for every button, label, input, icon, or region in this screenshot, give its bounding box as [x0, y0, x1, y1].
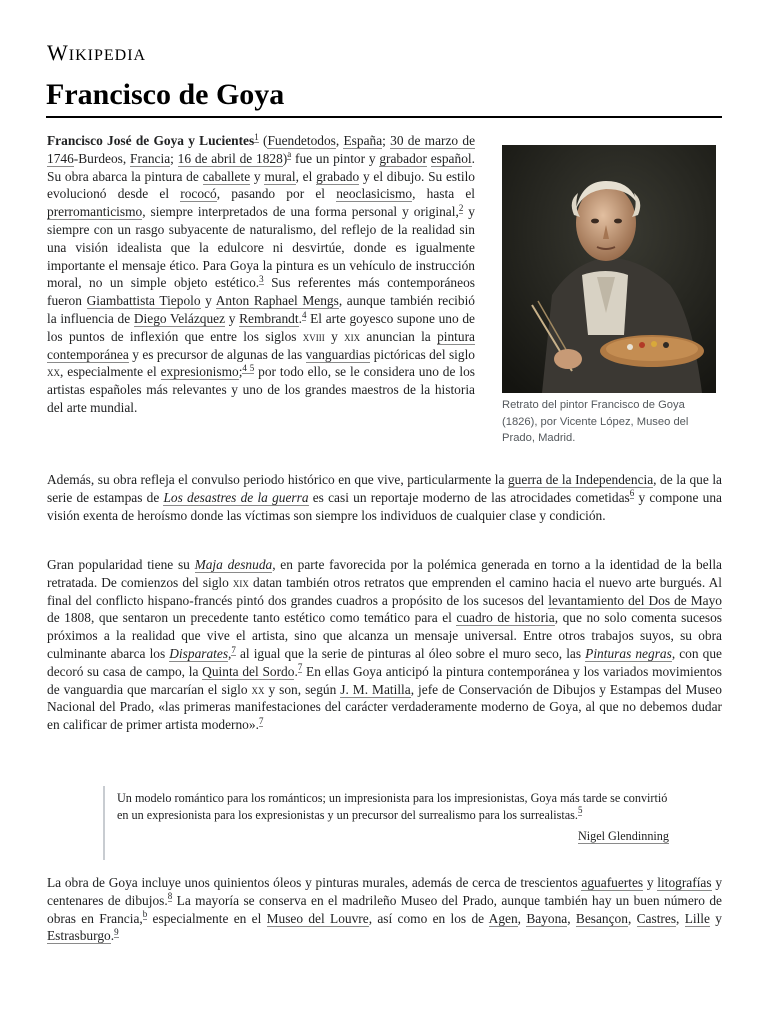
text: En ellas Goya anticipó la pintura contemporánea y los variados movimientos de vanguardia que marcarían el siglo — [47, 663, 722, 697]
link-bayona[interactable]: Bayona — [526, 910, 568, 926]
link-agen[interactable]: Agen — [488, 910, 518, 926]
text: , así como en los de — [368, 910, 489, 926]
link-quinta-del-sordo[interactable]: Quinta del Sordo — [202, 663, 295, 679]
text: . — [110, 928, 115, 944]
link-fuendetodos[interactable]: Fuendetodos — [267, 133, 336, 148]
paragraph-3 — [47, 556, 722, 734]
link-text: Maja desnuda — [194, 557, 273, 572]
link-matilla[interactable]: J. M. Matilla — [340, 681, 411, 697]
link-guerra-independencia[interactable]: guerra de la Independencia — [507, 472, 654, 487]
link-aguafuertes[interactable]: aguafuertes — [581, 875, 644, 890]
link-mengs[interactable]: Anton Raphael Mengs — [215, 293, 339, 309]
link-rococo[interactable]: rococó — [180, 186, 217, 202]
text: . — [298, 310, 302, 326]
text: , de la que la serie de estampas de — [47, 472, 722, 505]
link-francia[interactable]: Francia — [130, 150, 171, 166]
text: y — [709, 910, 722, 926]
blockquote — [103, 786, 669, 860]
text: , jefe de Conservación de Dibujos y Estampas del Museo Nacional del Prado, «las primeras manifestaciones del carácter verdaderamente moderno de Goya, al que no debemos dudar en calificar de primer artista moderno». — [47, 681, 723, 733]
link-espanol[interactable]: español — [430, 150, 472, 166]
text: , — [335, 133, 344, 148]
text: ) — [282, 150, 288, 166]
ref-3[interactable]: 3 — [259, 273, 264, 284]
text: Gran popularidad tiene su — [47, 557, 195, 572]
century-xix: xix — [232, 574, 249, 590]
link-text: Los desastres de la guerra — [163, 489, 309, 505]
link-lille[interactable]: Lille — [684, 910, 710, 926]
ref-7[interactable]: 7 — [258, 715, 264, 726]
link-pintura-contemporanea[interactable]: pintura contemporánea — [47, 328, 475, 362]
text: , hasta el — [412, 186, 475, 202]
paragraph-1 — [47, 132, 475, 417]
link-mural[interactable]: mural — [264, 168, 296, 184]
link-estrasburgo[interactable]: Estrasburgo — [47, 928, 111, 944]
quote-author — [117, 829, 669, 844]
portrait-caption: Retrato del pintor Francisco de Goya (1826), por Vicente López, Museo del Prado, Madrid. — [502, 399, 689, 444]
text: ; — [238, 364, 243, 380]
text: especialmente en el — [147, 910, 267, 926]
paragraph-3-block — [47, 556, 722, 734]
paragraph-4 — [47, 874, 722, 945]
link-besancon[interactable]: Besançon — [575, 910, 628, 926]
link-expresionismo[interactable]: expresionismo — [160, 364, 239, 380]
text: , — [567, 910, 576, 926]
link-levantamiento-dos-de-mayo[interactable]: levantamiento del Dos de Mayo — [548, 592, 723, 608]
text: y — [200, 293, 216, 309]
link-16-abril-1828[interactable]: 16 de abril de 1828 — [177, 150, 283, 166]
text: , especialmente el — [60, 364, 161, 380]
link-text: Pinturas negras — [585, 645, 672, 661]
century-xix: xix — [344, 328, 361, 344]
link-grabado[interactable]: grabado — [316, 168, 360, 184]
text: Sus referentes más contemporáneos fueron — [47, 275, 475, 309]
text: fue un pintor y — [291, 150, 380, 166]
text: al igual que la serie de pinturas al óleo sobre el muro seco, las — [235, 645, 586, 661]
text: y siempre con un rasgo subyacente de naturalismo, del reflejo de la realidad sin una visión idealista que la edulcore ni desvirtúe, donde es igualmente importante el mensaje ético. Para Goya la pintura es un vehículo de instrucción moral, no un simple objeto estético. — [47, 204, 476, 291]
link-prerromanticismo[interactable]: prerromanticismo — [47, 204, 143, 220]
text: y — [250, 168, 265, 184]
ref-5[interactable]: 5 — [577, 805, 583, 816]
text: , en parte favorecida por la polémica generada en torno a la identidad de la bella retratada. De comienzos del siglo — [47, 557, 722, 590]
text: pictóricas del siglo — [370, 346, 475, 362]
text: , — [228, 645, 232, 661]
page-title: Francisco de Goya — [46, 78, 285, 111]
text: por todo ello, se le considera uno de los artistas españoles más relevantes y uno de los grandes maestros de la historia del arte mundial. — [47, 364, 475, 415]
ref-7[interactable]: 7 — [231, 644, 236, 655]
logo-initial: W — [47, 40, 69, 65]
text: de 1808, que sentaron un precedente tanto estético como temático para el — [47, 610, 457, 626]
ref-b[interactable]: b — [142, 909, 148, 920]
text: y — [324, 328, 345, 344]
text: , el — [295, 168, 317, 184]
text: y — [643, 875, 658, 890]
link-velazquez[interactable]: Diego Velázquez — [133, 310, 226, 326]
paragraph-2 — [47, 471, 722, 524]
text: y compone una visión exenta de heroísmo donde las víctimas son siempre los individuos de cualquier clase y condición. — [47, 489, 722, 523]
portrait-image[interactable] — [502, 145, 716, 393]
text: , — [676, 910, 685, 926]
century-xx: xx — [251, 681, 265, 697]
quote-body: Un modelo romántico para los románticos; un impresionista para los impresionistas, Goya más tarde se convirtió en un expresionista para los expresionistas y un precursor del surrealismo para los surrealistas. — [117, 791, 668, 822]
link-museo-del-louvre[interactable]: Museo del Louvre — [266, 910, 369, 926]
link-cuadro-de-historia[interactable]: cuadro de historia — [456, 610, 555, 626]
quote-text — [117, 790, 669, 823]
link-maja-desnuda[interactable] — [195, 557, 273, 573]
title-divider — [46, 116, 722, 118]
link-rembrandt[interactable]: Rembrandt — [239, 310, 299, 326]
text: y centenares de dibujos. — [47, 875, 723, 908]
portrait-figure — [502, 145, 716, 447]
text: es casi un reportaje moderno de las atrocidades cometidas — [308, 489, 630, 505]
ref-8[interactable]: 8 — [167, 891, 173, 902]
ref-6[interactable]: 6 — [629, 488, 635, 499]
text: . — [294, 663, 298, 679]
link-desastres-guerra[interactable] — [163, 490, 308, 506]
text: y — [225, 310, 240, 326]
text: , siempre interpretados de una forma personal y original, — [142, 204, 459, 220]
ref-a[interactable]: a — [287, 149, 292, 160]
ref-9[interactable]: 9 — [114, 926, 119, 937]
paragraph-4-block — [47, 874, 722, 945]
link-grabador[interactable]: grabador — [379, 150, 427, 166]
text: El arte goyesco supone uno de los puntos de inflexión que entre los siglos — [47, 310, 476, 344]
text: Además, su obra refleja el convulso periodo histórico en que vive, particularmente la — [47, 472, 508, 487]
text: ; — [382, 133, 391, 148]
link-vanguardias[interactable]: vanguardias — [305, 346, 371, 362]
text: anuncian la — [360, 328, 438, 344]
text: La mayoría se conserva en el madrileño Museo del Prado, aunque también hay un buen número de obras en Francia, — [47, 892, 722, 926]
text: , — [627, 910, 637, 926]
ref-7[interactable]: 7 — [297, 662, 303, 673]
link-disparates[interactable] — [169, 646, 228, 662]
text: , aunque también recibió la influencia de — [47, 293, 476, 326]
text: . Su obra abarca la pintura de — [47, 150, 475, 184]
century-xx: xx — [47, 364, 60, 380]
text: y es precursor de algunas de las — [128, 346, 306, 362]
link-neoclasicismo[interactable]: neoclasicismo — [336, 186, 413, 202]
link-text: Disparates — [169, 645, 229, 661]
link-litografias[interactable]: litografías — [657, 875, 712, 890]
text: -Burdeos, — [73, 150, 130, 166]
ref-4[interactable]: 4 — [301, 309, 307, 320]
text: ( — [258, 133, 268, 148]
logo-rest: IKIPEDIA — [68, 47, 147, 64]
ref-4-5[interactable]: 4 5 — [242, 362, 255, 373]
text: ; — [170, 150, 178, 166]
wikipedia-logo[interactable] — [47, 40, 146, 66]
text: y son, según — [264, 681, 341, 697]
text: , — [517, 910, 527, 926]
link-pinturas-negras[interactable] — [585, 646, 672, 662]
author-name[interactable]: Nigel Glendinning — [577, 829, 669, 843]
intro-paragraph — [47, 132, 475, 417]
paragraph-2-block — [47, 471, 722, 524]
text: y el dibujo. Su estilo evolucionó desde el — [47, 168, 475, 202]
subject-name: Francisco José de Goya y Lucientes — [47, 133, 255, 148]
link-30-marzo-1746[interactable]: 30 de marzo de 1746 — [47, 133, 476, 166]
text: , con que decoró su casa de campo, la — [47, 645, 722, 679]
text: , pasando por el — [216, 186, 337, 202]
ref-2[interactable]: 2 — [458, 202, 464, 213]
link-espana[interactable]: España — [343, 133, 383, 148]
text: datan también otros retratos que emprenden el camino hacia el nuevo arte burgués. Al final del conflicto hispano-francés pintó dos grandes cuadros a propósito de los sucesos del — [47, 574, 722, 608]
link-castres[interactable]: Castres — [636, 910, 677, 926]
text: , que no solo comenta sucesos próximos a la realidad que vive el artista, sino que alcanza un mensaje universal. Entre otros trabajos suyos, su obra culminante abarca los — [47, 610, 722, 661]
ref-1[interactable]: 1 — [254, 131, 259, 142]
text: La obra de Goya incluye unos quinientos óleos y pinturas murales, además de cerca de trescientos — [47, 875, 582, 890]
link-tiepolo[interactable]: Giambattista Tiepolo — [86, 293, 201, 309]
century-xviii: xviii — [302, 328, 325, 344]
link-caballete[interactable]: caballete — [202, 168, 251, 184]
